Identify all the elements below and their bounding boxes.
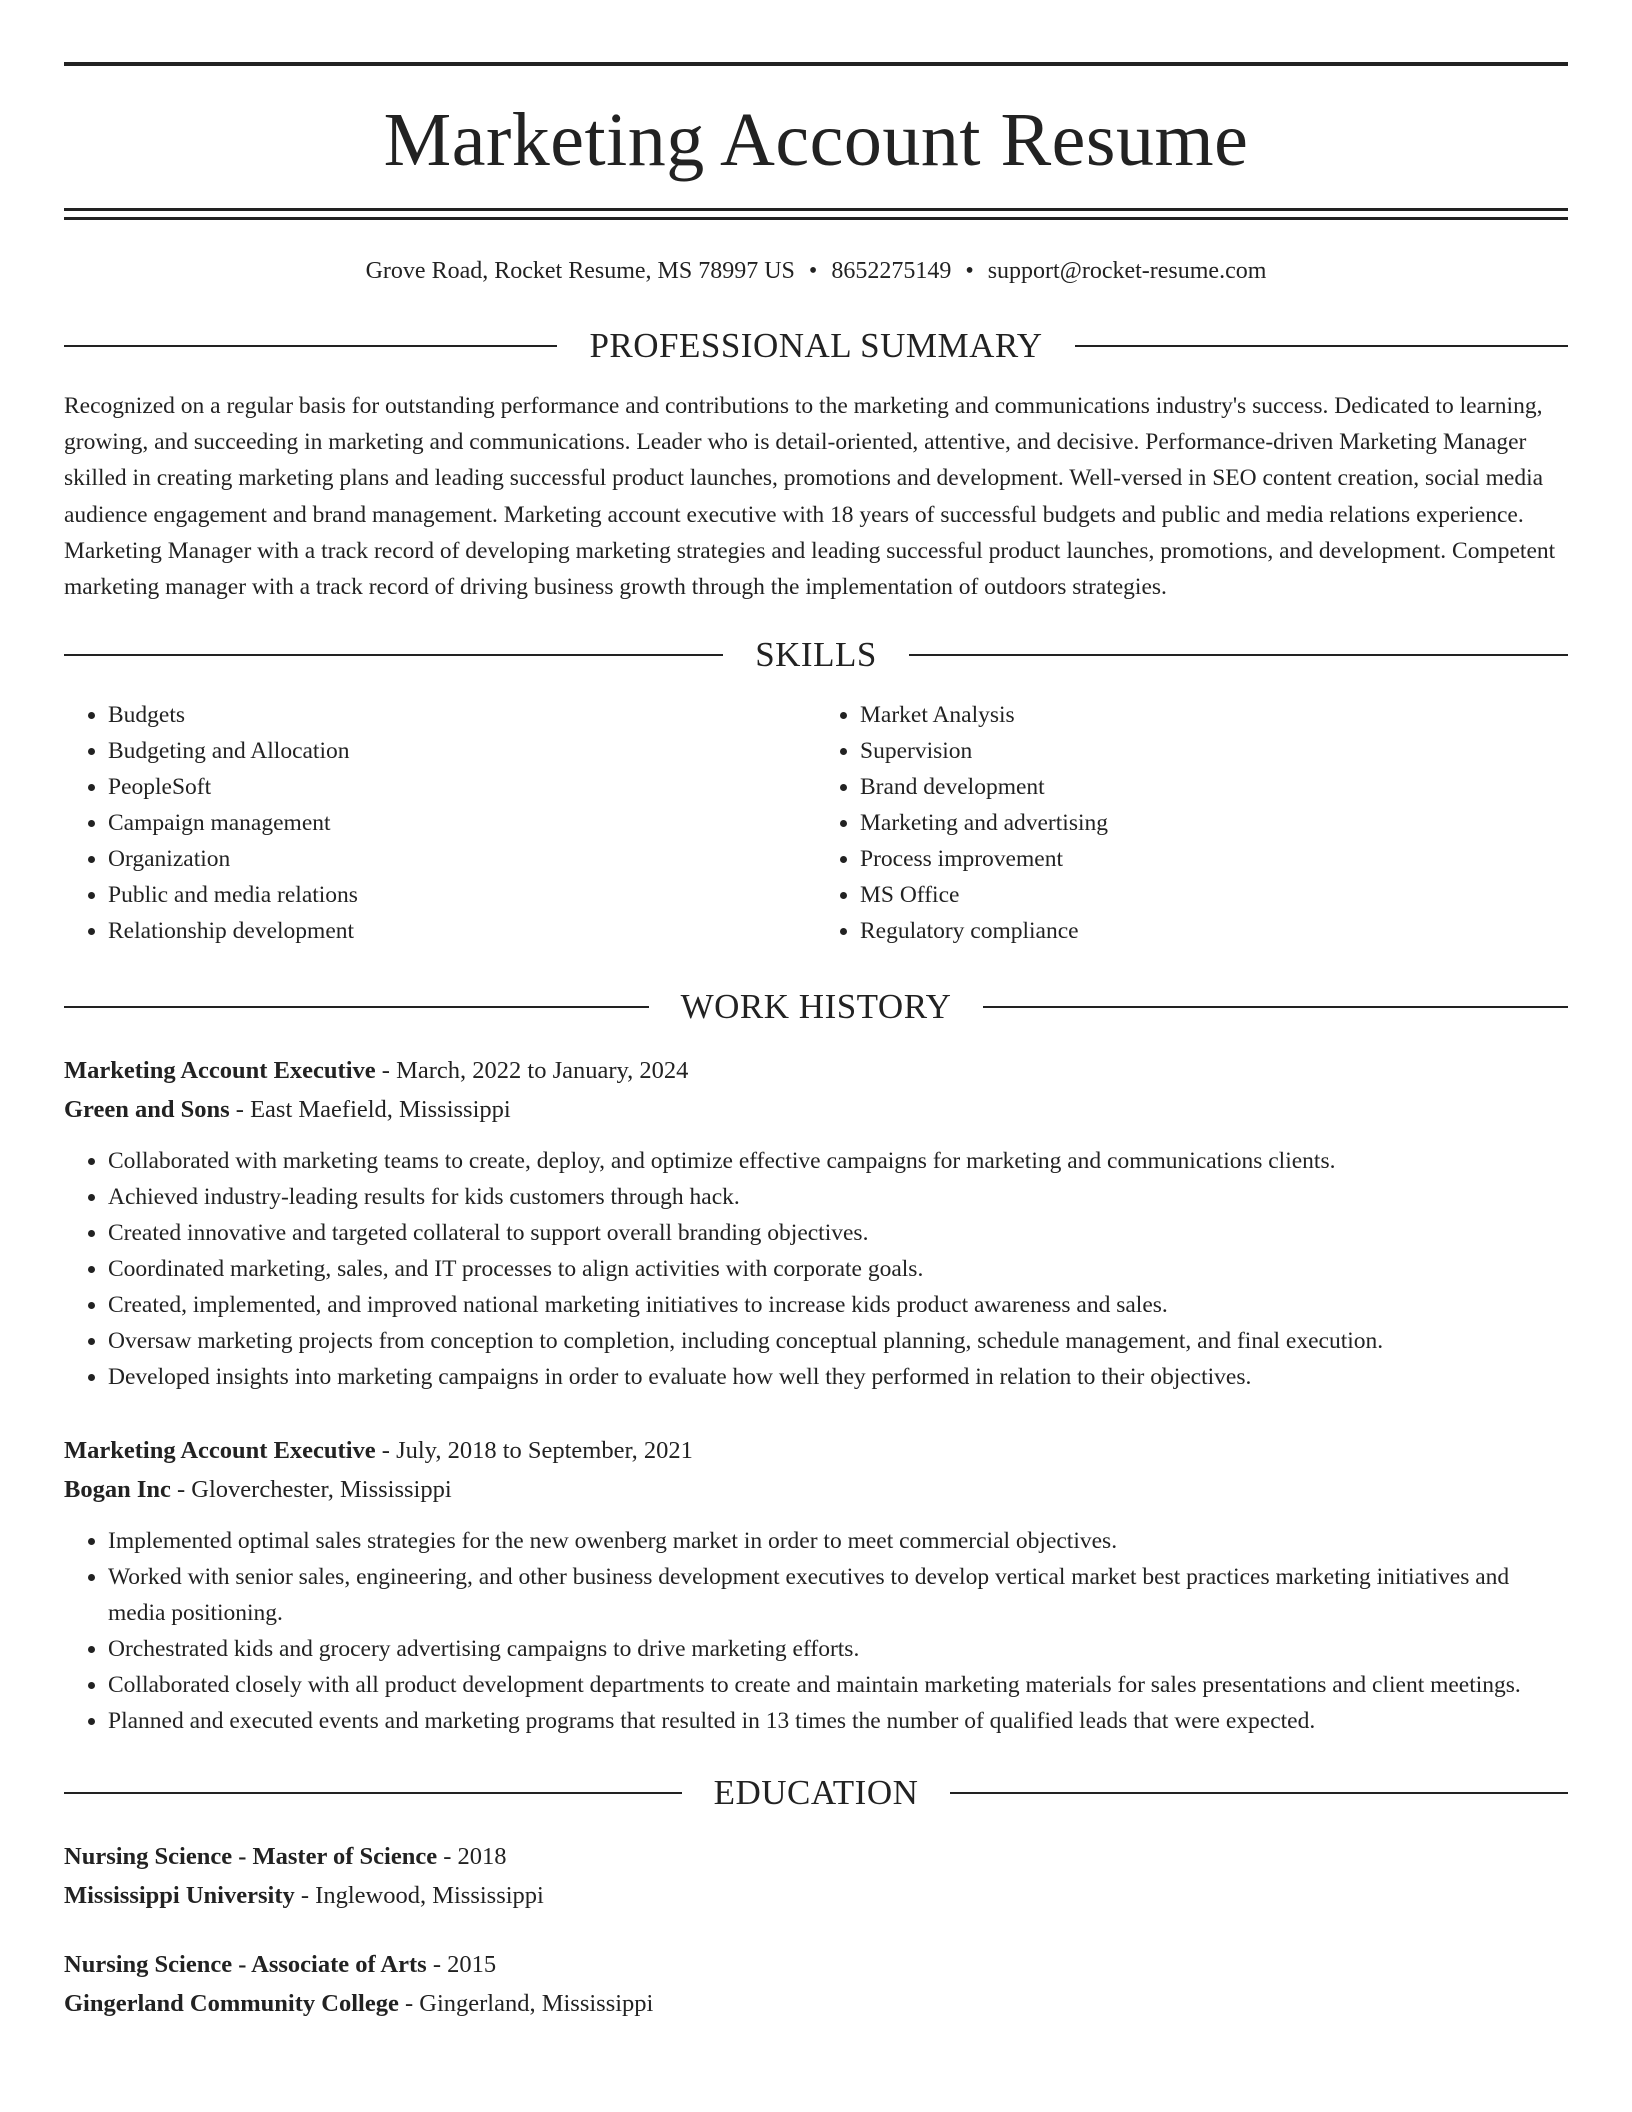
skill-item: • MS Office [860,877,1568,913]
education-degree-line [64,1837,1568,1876]
skills-list [64,697,1568,949]
education-degree-line [64,1945,1568,1984]
title-double-rule [64,208,1568,220]
job-bullet: • Created, implemented, and improved national marketing initiatives to increase kids product awareness and sales. [108,1287,1568,1323]
job-company-line [64,1090,1568,1129]
skill-item: • Budgets [108,697,816,733]
work-section-title: WORK HISTORY [680,987,952,1027]
job-entry [64,1431,1568,1739]
contact-phone: 8652275149 [831,258,952,284]
job-bullet: • Achieved industry-leading results for kids customers through hack. [108,1179,1568,1215]
skill-item: • PeopleSoft [108,769,816,805]
job-bullet: • Developed insights into marketing campaigns in order to evaluate how well they performed in relation to their objectives. [108,1359,1568,1395]
resume-title: Marketing Account Resume [383,98,1249,182]
job-bullet: • Created innovative and targeted collateral to support overall branding objectives. [108,1215,1568,1251]
skill-item: • Organization [108,841,816,877]
job-location: - East Maefield, Mississippi [229,1096,511,1124]
job-title: Marketing Account Executive [64,1437,376,1465]
job-bullet: • Collaborated closely with all product development departments to create and maintain marketing materials for sales presentations and client meetings. [108,1667,1568,1703]
section-rule-left [64,654,723,656]
skill-item: • Campaign management [108,805,816,841]
skill-item: • Budgeting and Allocation [108,733,816,769]
skill-item: • Supervision [860,733,1568,769]
job-company: Bogan Inc [64,1476,171,1504]
job-company: Green and Sons [64,1096,230,1124]
education-section-header [64,1773,1568,1813]
skills-column-left [64,697,816,949]
skill-item: • Relationship development [108,913,816,949]
education-school-line [64,1876,1568,1915]
job-bullet: • Worked with senior sales, engineering, and other business development executives to develop vertical market best practices marketing initiatives and media positioning. [108,1559,1568,1631]
section-rule-right [909,654,1568,656]
job-bullets [64,1143,1568,1395]
skills-column-right [816,697,1568,949]
job-entry [64,1051,1568,1395]
section-rule-right [950,1792,1568,1794]
contact-line [64,256,1568,286]
job-bullet: • Coordinated marketing, sales, and IT processes to align activities with corporate goals. [108,1251,1568,1287]
job-location: - Gloverchester, Mississippi [170,1476,452,1504]
summary-section-header [64,326,1568,366]
skill-item: • Marketing and advertising [860,805,1568,841]
education-school-line [64,1984,1568,2023]
education-school: Gingerland Community College [64,1990,399,2018]
job-bullets [64,1523,1568,1739]
summary-text: Recognized on a regular basis for outstanding performance and contributions to the marketing and communications industry's success. Dedicated to learning, growing, and succeeding in marketing and communications. Leader who is detail-oriented, attentive, and decisive. Performance-driven Marketing Manager skilled in creating marketing plans and leading successful product launches, promotions and development. Well-versed in SEO content creation, social media audience engagement and brand management. Marketing account executive with 18 years of successful budgets and public and media relations experience. Marketing Manager with a track record of developing marketing strategies and leading successful product launches, promotions, and development. Competent marketing manager with a track record of driving business growth through the implementation of outdoors strategies. [64,393,1556,601]
contact-separator: • [808,258,818,284]
education-section-title: EDUCATION [713,1773,919,1813]
contact-email: support@rocket-resume.com [987,258,1267,284]
section-rule-left [64,1792,682,1794]
job-bullet: • Collaborated with marketing teams to create, deploy, and optimize effective campaigns for marketing and communications clients. [108,1143,1568,1179]
section-rule-right [1075,345,1568,347]
section-rule-left [64,1006,649,1008]
job-bullet: • Orchestrated kids and grocery advertising campaigns to drive marketing efforts. [108,1631,1568,1667]
skill-item: • Brand development [860,769,1568,805]
skills-section-header [64,635,1568,675]
skill-item: • Market Analysis [860,697,1568,733]
summary-section-title: PROFESSIONAL SUMMARY [589,326,1043,365]
education-location: - Gingerland, Mississippi [398,1990,654,2018]
section-rule-left [64,345,557,347]
job-title: Marketing Account Executive [64,1057,376,1085]
job-title-line [64,1051,1568,1090]
job-bullet: • Planned and executed events and marketing programs that resulted in 13 times the number of qualified leads that were expected. [108,1703,1568,1739]
contact-address: Grove Road, Rocket Resume, MS 78997 US [365,258,795,284]
education-degree: Nursing Science - Associate of Arts [64,1951,427,1979]
education-location: - Inglewood, Mississippi [294,1882,544,1910]
education-entry [64,1945,1568,2023]
contact-separator: • [965,258,974,284]
skill-item: • Process improvement [860,841,1568,877]
job-company-line [64,1470,1568,1509]
education-year: - 2015 [426,1951,497,1979]
job-bullet: • Implemented optimal sales strategies for the new owenberg market in order to meet commercial objectives. [108,1523,1568,1559]
top-rule [64,62,1568,66]
education-school: Mississippi University [64,1882,295,1910]
job-title-line [64,1431,1568,1470]
education-entry [64,1837,1568,1915]
work-section-header [64,987,1568,1027]
education-degree: Nursing Science - Master of Science [64,1843,438,1871]
job-dates: - March, 2022 to January, 2024 [375,1057,689,1085]
skill-item: • Regulatory compliance [860,913,1568,949]
skills-section-title: SKILLS [755,635,877,675]
section-rule-right [983,1006,1568,1008]
job-dates: - July, 2018 to September, 2021 [375,1437,693,1465]
job-bullet: • Oversaw marketing projects from conception to completion, including conceptual planning, schedule management, and final execution. [108,1323,1568,1359]
education-year: - 2018 [437,1843,507,1871]
skill-item: • Public and media relations [108,877,816,913]
